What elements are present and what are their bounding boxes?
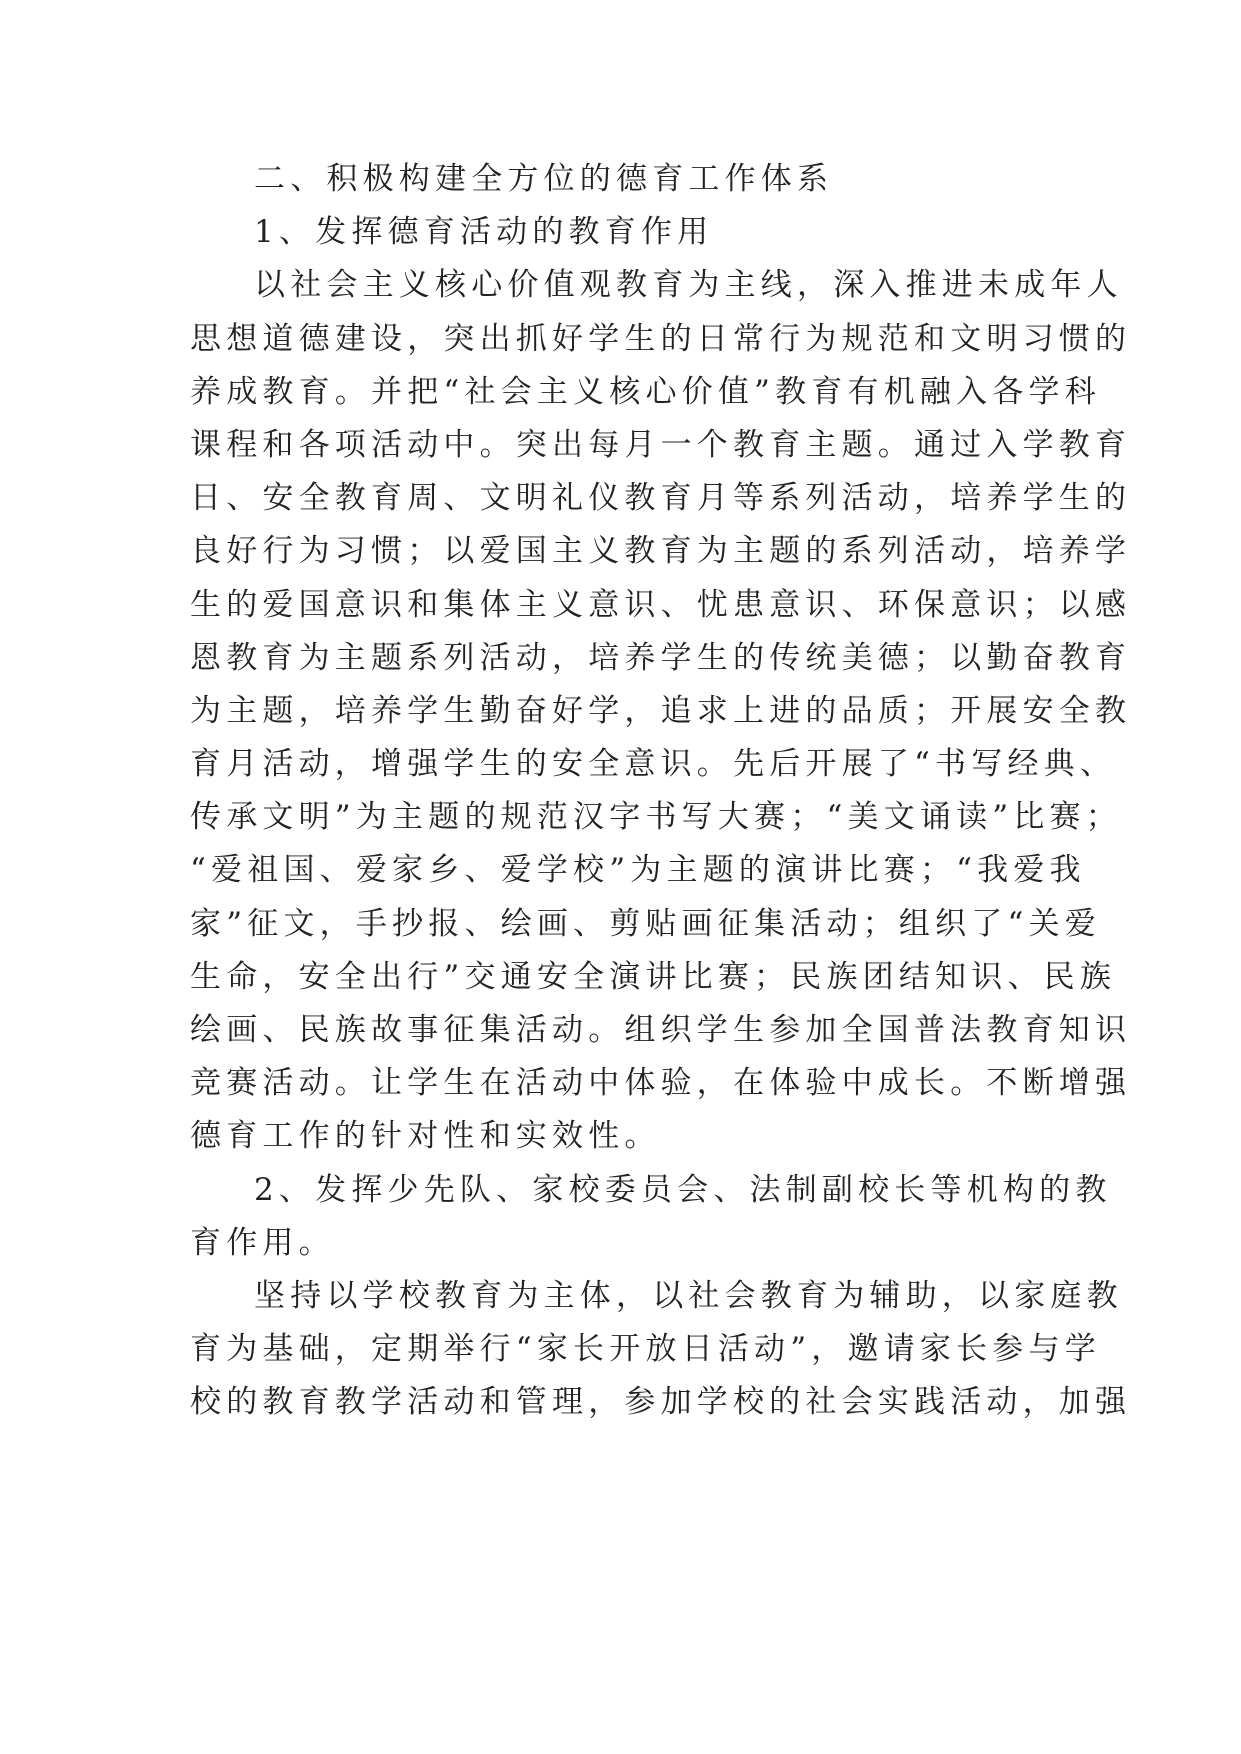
paragraph-line: 传承文明”为主题的规范汉字书写大赛；“美文诵读”比赛； [190, 799, 1122, 836]
document-body [190, 160, 1132, 1437]
paragraph-line: 养成教育。并把“社会主义核心价值”教育有机融入各学科 [190, 373, 1101, 410]
paragraph-line: 日、安全教育周、文明礼仪教育月等系列活动，培养学生的 [190, 480, 1132, 517]
paragraph-line: 育月活动，增强学生的安全意识。先后开展了“书写经典、 [190, 746, 1117, 783]
paragraph-line: 校的教育教学活动和管理，参加学校的社会实践活动，加强 [190, 1384, 1132, 1421]
paragraph-line: 课程和各项活动中。突出每月一个教育主题。通过入学教育 [190, 426, 1132, 463]
paragraph-line: 恩教育为主题系列活动，培养学生的传统美德；以勤奋教育 [190, 639, 1132, 676]
paragraph-line: 绘画、民族故事征集活动。组织学生参加全国普法教育知识 [190, 1012, 1132, 1048]
paragraph-line: 生命，安全出行”交通安全演讲比赛；民族团结知识、民族 [190, 958, 1117, 995]
paragraph-line: 德育工作的针对性和实效性。 [190, 1118, 661, 1155]
paragraph-line: 家”征文，手抄报、绘画、剪贴画征集活动；组织了“关爱 [190, 905, 1101, 942]
subsection-heading: 2、发挥少先队、家校委员会、法制副校长等机构的教 [254, 1171, 1112, 1208]
paragraph-line: 以社会主义核心价值观教育为主线，深入推进未成年人 [254, 267, 1123, 304]
paragraph-line: 育为基础，定期举行“家长开放日活动”，邀请家长参与学 [190, 1331, 1101, 1368]
paragraph-line: 坚持以学校教育为主体，以社会教育为辅助，以家庭教 [254, 1277, 1123, 1314]
paragraph-line: 为主题，培养学生勤奋好学，追求上进的品质；开展安全教 [190, 692, 1132, 729]
paragraph-line: 竞赛活动。让学生在活动中体验，在体验中成长。不断增强 [190, 1065, 1132, 1102]
subsection-heading: 1、发挥德育活动的教育作用 [254, 214, 714, 251]
paragraph-line: 思想道德建设，突出抓好学生的日常行为规范和文明习惯的 [190, 320, 1132, 357]
paragraph-line: 生的爱国意识和集体主义意识、忧患意识、环保意识；以感 [190, 586, 1132, 623]
paragraph-line: “爱祖国、爱家乡、爱学校”为主题的演讲比赛；“我爱我 [190, 852, 1086, 889]
paragraph-line: 良好行为习惯；以爱国主义教育为主题的系列活动，培养学 [190, 533, 1132, 570]
subsection-heading-continued: 育作用。 [190, 1224, 335, 1261]
section-heading: 二、积极构建全方位的德育工作体系 [254, 161, 834, 197]
